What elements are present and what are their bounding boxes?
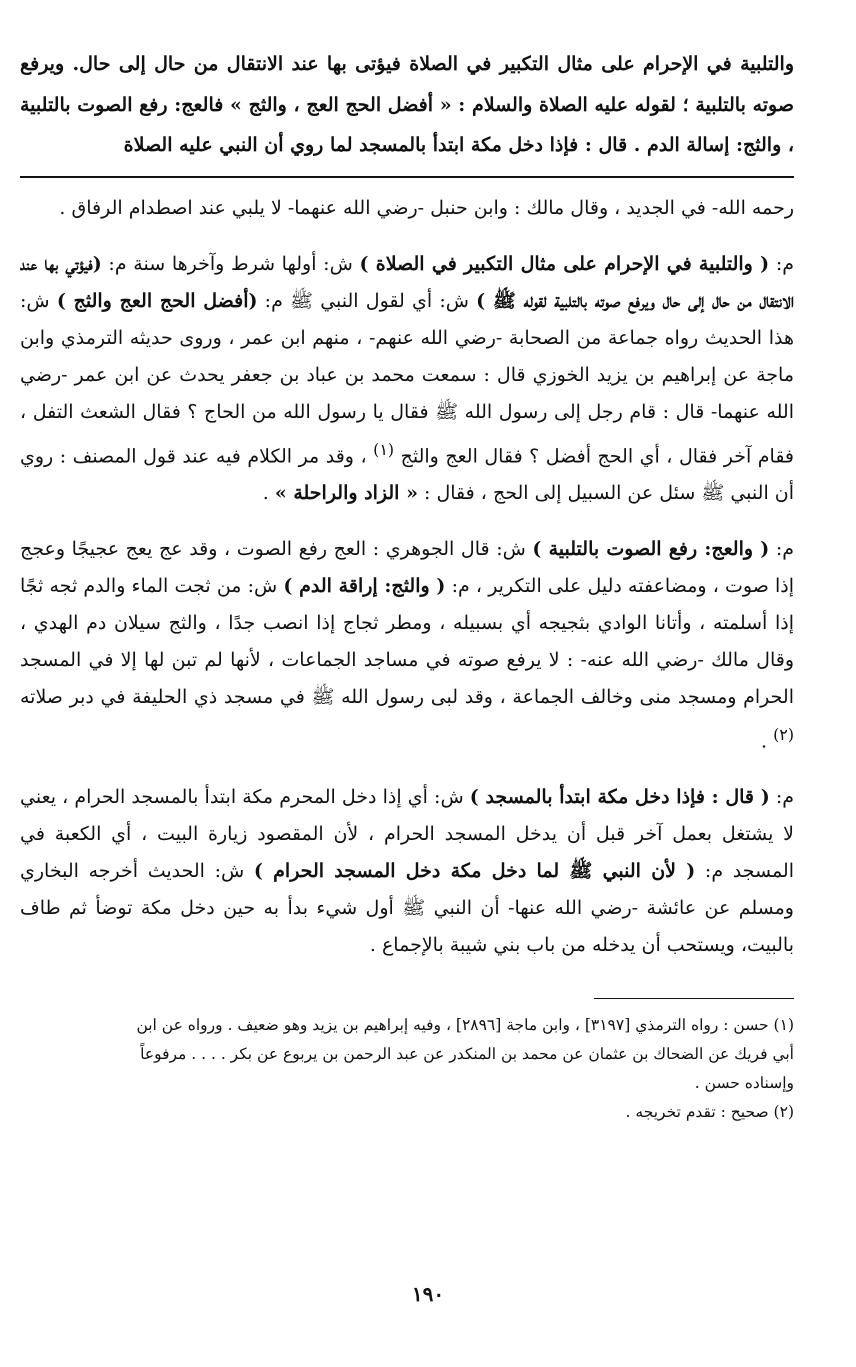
sharh-paragraph-1: رحمه الله- في الجديد ، وقال مالك : وابن حنبل -رضي الله عنهما- لا يلبي عند اصطدام الرفاق . [59,196,794,219]
commentary-text: ش: هذا الحديث رواه جماعة من الصحابة -رضي الله عنهم- ، منهم ابن عمر ، وروى حديثه الترمذي وابن ماجة عن إبراهيم بن يزيد الخوزي قال : سمعت محمد بن عباد بن جعفر يحدث عن ابن عمر -رضي الله عنهما- قال : قام رجل إلى رسول الله ﷺ فقال يا رسول الله من الحاج ؟ فقال الشعث التفل ، فقام آخر فقال ، أي الحج أفضل ؟ فقال العج والثج [20,289,795,467]
matn-text: والتلبية في الإحرام على مثال التكبير في الصلاة فيؤتى بها عند الانتقال من حال إلى حال. ويرفع صوته بالتلبية ؛ لقوله عليه الصلاة والسلام : « أفضل الحج العج ، والثج » فالعج: رفع الصوت بالتلبية ، والثج: إسالة الدم . قال : فإذا دخل مكة ابتدأ بالمسجد لما روي أن النبي عليه الصلاة [20,53,794,156]
quoted-matn: ( والتلبية في الإحرام على مثال التكبير في الصلاة ) [359,252,770,275]
footnote-1-end: وإسناده حسن . [694,1074,794,1093]
matn-marker: م: [775,252,794,275]
book-page [20,44,794,1344]
quoted-matn: ( والثج: إراقة الدم ) [283,574,446,597]
footnotes [20,1011,794,1127]
quoted-matn: (فيؤتي بها عند الانتقال من حال إلى حال ويرفع صوته بالتلبية لقوله ﷺ ) [20,252,794,312]
commentary-text: ، وقد مر الكلام فيه عند قول المصنف : روي أن النبي ﷺ سئل عن السبيل إلى الحج ، فقال : [20,444,794,504]
sharh-paragraph-2 [20,246,794,512]
sharh-section [20,190,794,965]
commentary-text: ش: أولها شرط وآخرها سنة م: [108,252,353,275]
footnote-ref: (٢) [773,724,794,744]
footnote-divider [594,998,794,999]
page-number: ١٩٠ [411,1282,445,1306]
commentary-text: ش: من ثجت الماء والدم ثجه ثجًا إذا أسلمته ، وأتانا الوادي بثجيجه أي بسبيله ، ومطر ثجاج إذا انصب جدًا ، والثج سيلان دم الهدي ، وقال مالك -رضي الله عنه- : لا يرفع صوته في مساجد الجماعات ، لأنها لم تبن لها إلا في المسجد الحرام ومسجد منى وخالف الجماعة ، وقد لبى رسول الله ﷺ في مسجد ذي الحليفة في دبر صلاته [20,574,794,708]
commentary-text: ش: أي إذا دخل المحرم مكة ابتدأ بالمسجد الحرام ، يعني لا يشتغل بعمل آخر قبل أن يدخل المسجد الحرام ، لأن المقصود زيارة البيت ، أي الكعبة في المسجد م: [20,786,795,883]
footnote-ref: (١) [373,439,395,459]
quoted-matn: ( لأن النبي ﷺ لما دخل مكة دخل المسجد الحرام ) [253,860,696,883]
sharh-paragraph-4 [20,779,794,964]
footnote-2: (٢) صحيح : تقدم تخريجه . [625,1103,794,1122]
quoted-matn: ( والعج: رفع الصوت بالتلبية ) [532,537,770,560]
paragraph-end: . [262,481,269,504]
quoted-matn: (أفضل الحج العج والثج ) [56,289,258,312]
footnote-1: (١) حسن : رواه الترمذي [٣١٩٧] ، وابن ماجة [٢٨٩٦] ، وفيه إبراهيم بن يزيد وهو ضعيف . ورواه عن ابن [136,1016,794,1035]
quoted-hadith: « الزاد والراحلة » [274,481,418,504]
commentary-text: ش: قال الجوهري : العج رفع الصوت ، وقد عج يعج عجيجًا وعجج إذا صوت ، ومضاعفته دليل على التكرير ، م: [20,537,795,597]
commentary-text: ش: أي لقول النبي ﷺ م: [264,289,469,312]
paragraph-end: . [761,730,768,753]
matn-marker: م: [775,537,794,560]
footnote-1-continued: أبي فريك عن الضحاك بن عثمان عن محمد بن المنكدر عن عبد الرحمن بن يربوع عن بكر . . . . مرفوعاً [140,1045,794,1064]
quoted-matn: ( قال : فإذا دخل مكة ابتدأ بالمسجد ) [469,786,770,809]
sharh-paragraph-3 [20,531,794,760]
matn-divider [20,176,794,178]
commentary-text: ش: الحديث أخرجه البخاري ومسلم عن عائشة -رضي الله عنها- أن النبي ﷺ أول شيء بدأ به حين دخل مكة توضأ ثم طاف بالبيت، ويستحب أن يدخله من باب بني شيبة بالإجماع . [20,860,794,957]
matn-marker: م: [775,786,794,809]
